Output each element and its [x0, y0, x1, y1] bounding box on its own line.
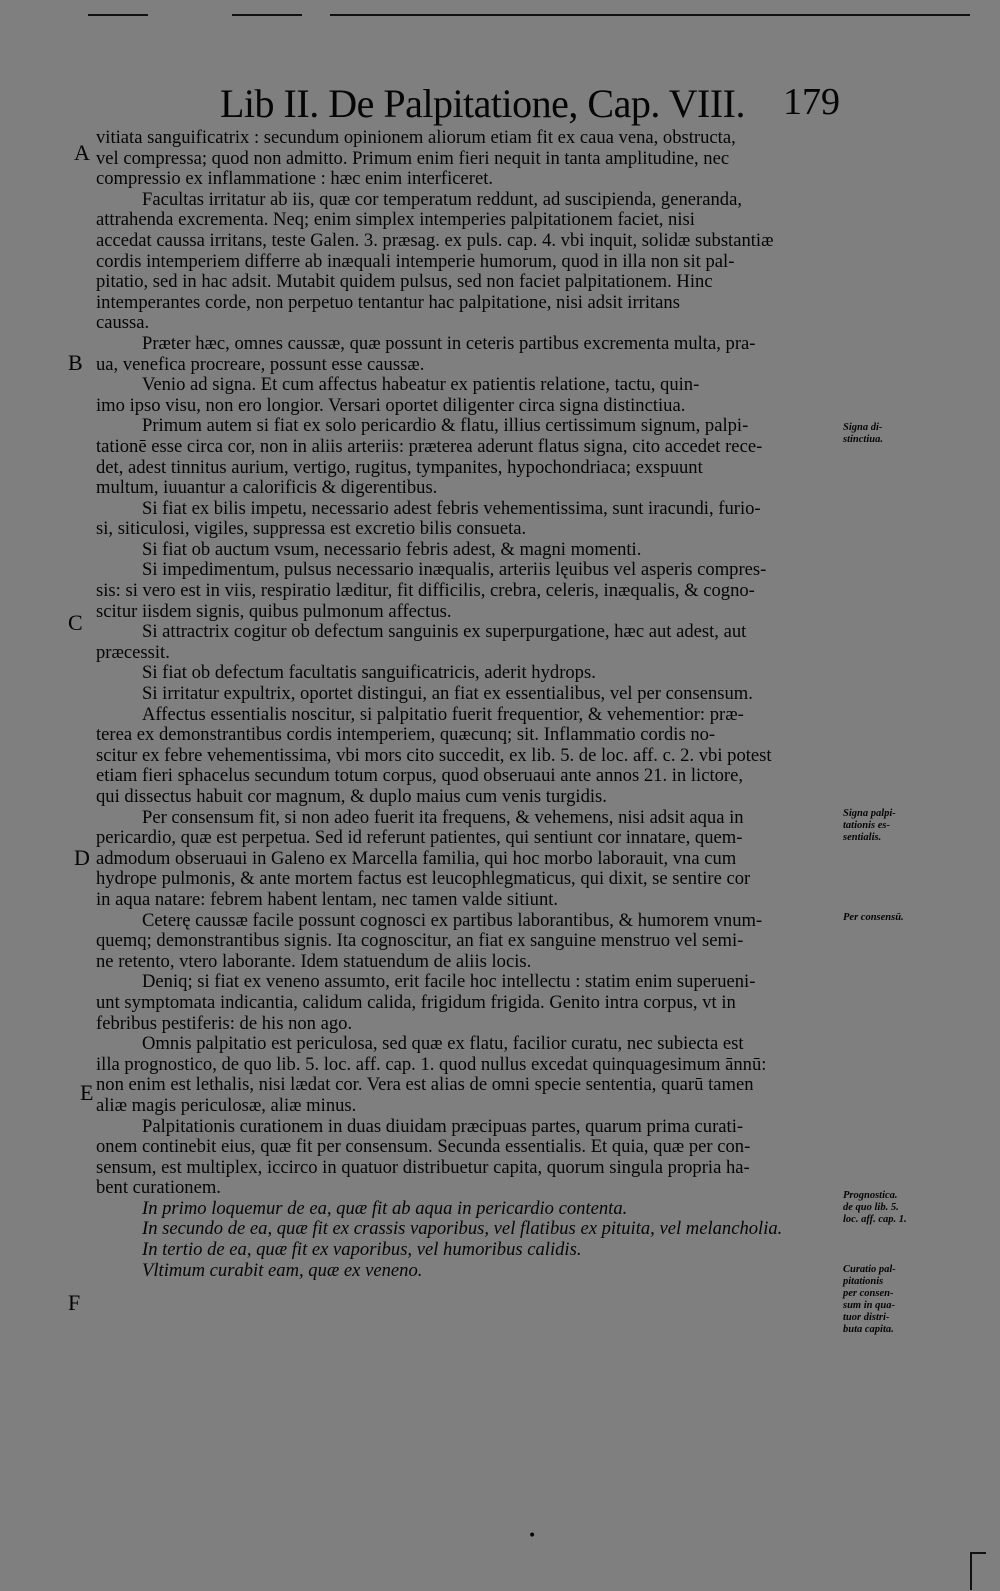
text-line: vel compressa; quod non admitto. Primum enim fieri nequit in tanta amplitudine, nec — [96, 148, 730, 169]
margin-note — [843, 808, 919, 844]
margin-note-line: sentialis. — [843, 832, 882, 843]
margin-note-line: Signa palpi- — [843, 808, 896, 819]
text-line: aliæ magis periculosæ, aliæ minus. — [96, 1095, 357, 1116]
page-number: 179 — [783, 81, 840, 123]
margin-note-line: Curatio pal- — [843, 1264, 896, 1275]
text-line: in aqua natare: febrem habent lentam, nec tamen valde sitiunt. — [96, 889, 559, 910]
margin-note-line: loc. aff. cap. 1. — [843, 1214, 907, 1225]
text-line: non enim est lethalis, nisi lædat cor. Vera est alias de omni specie sententia, quarū tamen — [96, 1075, 754, 1096]
text-line: quemq; demonstrantibus signis. Ita cognoscitur, an fiat ex sanguine menstruo vel semi- — [96, 931, 744, 952]
text-line: qui dissectus habuit cor magnum, & duplo maius cum venis turgidis. — [96, 787, 607, 807]
top-rule-fragment — [232, 14, 302, 16]
text-line: intemperantes corde, non perpetuo tentantur hac palpitatione, nisi adsit irritans — [96, 292, 680, 313]
text-line: In tertio de ea, quæ fit ex vaporibus, vel humoribus calidis. — [142, 1240, 582, 1261]
text-line: ne retento, vtero laborante. Idem statuendum de aliis locis. — [96, 951, 532, 972]
text-line: multum, iuuantur a calorificis & digerentibus. — [96, 478, 438, 499]
margin-note-line: stinctiua. — [843, 434, 883, 445]
text-line: onem continebit eius, quæ fit per consensum. Secunda essentialis. Et quia, quæ per con- — [96, 1137, 751, 1158]
text-line: det, adest tinnitus aurium, vertigo, rugitus, tympanites, hypochondriaca; exspuunt — [96, 457, 703, 478]
text-line: sis: si vero est in viis, respiratio læditur, fit difficilis, crebra, celeris, inæqualis, & cogno- — [96, 581, 755, 602]
text-line: Venio ad signa. Et cum affectus habeatur ex patientis relatione, tactu, quin- — [142, 375, 700, 396]
text-line: Palpitationis curationem in duas diuidam præcipuas partes, quarum prima curati- — [142, 1116, 744, 1137]
margin-note-line: per consen- — [843, 1288, 894, 1299]
text-line: ua, venefica procreare, possunt esse caussæ. — [96, 354, 425, 375]
section-letter: B — [68, 350, 83, 375]
top-rule-fragment — [88, 14, 148, 16]
text-line: Primum autem si fiat ex solo pericardio & flatu, illius certissimum signum, palpi- — [142, 416, 749, 437]
text-line: Omnis palpitatio est periculosa, sed quæ ex flatu, facilior curatu, nec subiecta est — [142, 1034, 744, 1055]
page-header — [220, 80, 840, 130]
margin-note-line: Prognostica. — [843, 1190, 898, 1201]
margin-note-line: Per consensū. — [843, 912, 904, 923]
crop-corner-mark — [970, 1552, 986, 1590]
section-letter: C — [68, 610, 83, 635]
ink-dot: • — [528, 1528, 537, 1544]
text-line: Si attractrix cogitur ob defectum sanguinis ex superpurgatione, hæc aut adest, aut — [142, 622, 747, 643]
text-line: Si fiat ob auctum vsum, necessario febris adest, & magni momenti. — [142, 539, 642, 560]
text-line: cordis intemperiem differre ab inæquali intemperie humorum, quod in illa non sit pal- — [96, 251, 735, 272]
margin-note — [843, 912, 919, 924]
text-line: hydrope pulmonis, & ante mortem factus est leucophlegmaticus, qui dixit, se sentire cor — [96, 869, 751, 890]
margin-note-line: sum in qua- — [843, 1300, 895, 1311]
margin-note-line: buta capita. — [843, 1324, 894, 1335]
top-rule — [330, 14, 970, 16]
text-line: unt symptomata indicantia, calidum calida, frigidum frigida. Genito intra corpus, vt in — [96, 992, 736, 1013]
text-line: tationē esse circa cor, non in aliis arteriis: præterea aderunt flatus signa, cito accedet rece- — [96, 436, 763, 457]
margin-note — [843, 1190, 919, 1226]
margin-note-line: de quo lib. 5. — [843, 1202, 899, 1213]
running-head: Lib II. De Palpitatione, Cap. VIII. — [220, 81, 745, 126]
text-line: Deniq; si fiat ex veneno assumto, erit facile hoc intellectu : statim enim superueni- — [142, 972, 756, 993]
text-line: Si impedimentum, pulsus necessario inæqualis, arteriis lęuibus vel asperis compres- — [142, 560, 767, 581]
text-line: Affectus essentialis noscitur, si palpitatio fuerit frequentior, & vehementior: præ- — [142, 704, 744, 725]
text-line: attrahenda excrementa. Neq; enim simplex intemperies palpitationem faciet, nisi — [96, 210, 695, 231]
margin-note-line: Signa di- — [843, 422, 883, 433]
margin-note-line: pitationis — [843, 1276, 884, 1287]
text-line: In primo loquemur de ea, quæ fit ab aqua in pericardio contenta. — [142, 1198, 628, 1219]
text-line: Ceterę caussæ facile possunt cognosci ex partibus laborantibus, & humorem vnum- — [142, 910, 763, 931]
text-line: pitatio, sed in hac adsit. Mutabit quidem pulsus, sed non faciet palpitationem. Hinc — [96, 272, 713, 293]
text-line: si, siticulosi, vigiles, suppressa est excretio bilis consueta. — [96, 519, 527, 540]
text-line: Per consensum fit, si non adeo fuerit ita frequens, & vehemens, nisi adsit aqua in — [142, 807, 744, 828]
text-line: compressio ex inflammatione : hæc enim interficeret. — [96, 169, 494, 190]
text-line: caussa. — [96, 313, 150, 334]
text-line: Si fiat ob defectum facultatis sanguificatricis, aderit hydrops. — [142, 663, 596, 684]
text-line: Facultas irritatur ab iis, quæ cor temperatum reddunt, ad suscipienda, generanda, — [142, 189, 742, 210]
text-line: imo ipso visu, non ero longior. Versari oportet diligenter circa signa distinctiua. — [96, 395, 686, 416]
text-line: etiam fieri sphacelus secundum totum corpus, quod obseruaui ante annos 21. in lictore, — [96, 766, 744, 787]
section-letter: E — [80, 1080, 94, 1105]
margin-note — [843, 422, 919, 446]
text-line: Si irritatur expultrix, oportet distingui, an fiat ex essentialibus, vel per consensum. — [142, 684, 753, 705]
section-letter: A — [74, 140, 90, 165]
margin-note — [843, 1264, 919, 1336]
body-text — [96, 128, 836, 1281]
text-line: febribus pestiferis: de his non ago. — [96, 1013, 353, 1034]
section-letter: F — [68, 1290, 81, 1315]
text-line: sensum, est multiplex, iccirco in quatuor distribuetur capita, quorum singula propria ha- — [96, 1157, 750, 1178]
text-line: Præter hæc, omnes caussæ, quæ possunt in ceteris partibus excrementa multa, pra- — [142, 333, 756, 354]
margin-note-line: tationis es- — [843, 820, 890, 831]
text-line: In secundo de ea, quæ fit ex crassis vaporibus, vel flatibus ex pituita, vel melancholia. — [142, 1219, 783, 1240]
text-line: admodum obseruaui in Galeno ex Marcella familia, qui hoc morbo laborauit, vna cum — [96, 848, 737, 869]
margin-note-line: tuor distri- — [843, 1312, 890, 1323]
text-line: bent curationem. — [96, 1178, 221, 1199]
text-line: scitur ex febre vehementissima, vbi mors cito succedit, ex lib. 5. de loc. aff. c. 2. vbi potest — [96, 745, 772, 766]
text-line: vitiata sanguificatrix : secundum opinionem aliorum etiam fit ex caua vena, obstructa, — [96, 128, 736, 148]
section-letter: D — [74, 845, 90, 870]
text-line: pericardio, quæ est perpetua. Sed id referunt patientes, qui sentiunt cor innatare, quem- — [96, 828, 743, 849]
text-line: illa prognostico, de quo lib. 5. loc. aff. cap. 1. quod nullus excedat quinquagesimum ānnū: — [96, 1054, 767, 1075]
text-line: Vltimum curabit eam, quæ ex veneno. — [142, 1260, 423, 1281]
text-line: terea ex demonstrantibus cordis intemperiem, quæcunq; sit. Inflammatio cordis no- — [96, 725, 716, 746]
text-line: scitur iisdem signis, quibus pulmonum affectus. — [96, 601, 452, 622]
text-line: accedat caussa irritans, teste Galen. 3. præsag. ex puls. cap. 4. vbi inquit, solidæ substantiæ — [96, 230, 774, 251]
text-line: præcessit. — [96, 642, 170, 663]
text-line: Si fiat ex bilis impetu, necessario adest febris vehementissima, sunt iracundi, furio- — [142, 498, 761, 519]
